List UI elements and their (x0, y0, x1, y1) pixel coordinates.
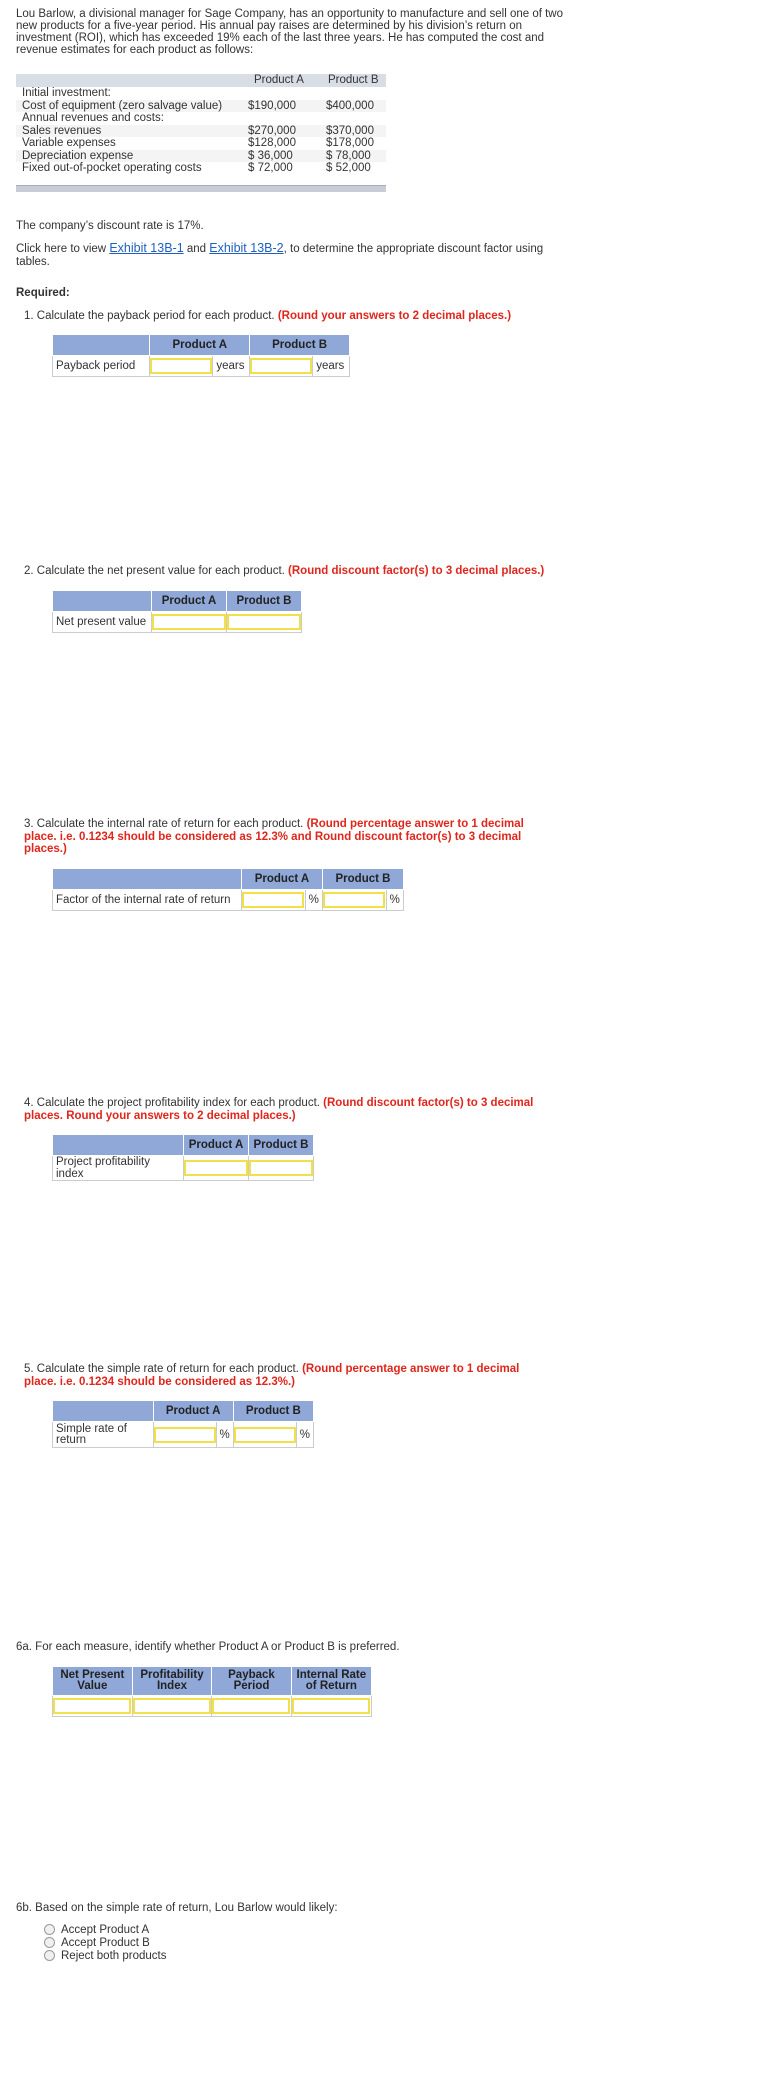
npv-preference-select[interactable] (53, 1698, 131, 1714)
col-header-product-b: Product B (227, 591, 302, 612)
cost-revenue-table (16, 74, 386, 192)
irr-product-b-input[interactable] (323, 892, 385, 908)
option-accept-b[interactable]: Accept Product B (44, 1937, 166, 1950)
question-6b: 6b. Based on the simple rate of return, Lou Barlow would likely: (16, 1902, 338, 1914)
radio-icon[interactable] (44, 1950, 55, 1961)
profitability-index-table (52, 1134, 314, 1181)
radio-group (44, 1924, 166, 1963)
option-accept-a[interactable]: Accept Product A (44, 1924, 166, 1937)
exhibit-13b-1-link[interactable]: Exhibit 13B-1 (109, 241, 184, 255)
question-5: 5. Calculate the simple rate of return for each product. (Round percentage answer to 1 decimal place. i.e. 0.1234 should be considered as 12.3%.) (24, 1363, 520, 1388)
unit-label: years (213, 356, 250, 377)
payback-product-a-input[interactable] (150, 358, 212, 374)
npv-product-a-input[interactable] (152, 614, 226, 630)
col-header-product-a: Product A (152, 591, 227, 612)
preference-table (52, 1666, 372, 1717)
col-header-product-a: Product A (254, 74, 304, 86)
table-row: Fixed out-of-pocket operating costs $ 72,000 $ 52,000 (22, 162, 371, 174)
table-row: Cost of equipment (zero salvage value) $190,000 $400,000 (16, 100, 386, 113)
exhibit-instructions: Click here to view Exhibit 13B-1 and Exhibit 13B-2, to determine the appropriate discount factor using tables. (16, 241, 544, 268)
required-heading: Required: (16, 287, 70, 299)
npv-table (52, 590, 302, 633)
question-6a: 6a. For each measure, identify whether Product A or Product B is preferred. (16, 1641, 400, 1653)
exhibit-13b-2-link[interactable]: Exhibit 13B-2 (209, 241, 284, 255)
srr-product-a-input[interactable] (154, 1427, 216, 1443)
row-label: Project profitability index (53, 1156, 184, 1181)
radio-icon[interactable] (44, 1937, 55, 1948)
pi-product-a-input[interactable] (184, 1160, 248, 1176)
unit-label: % (216, 1422, 233, 1448)
col-header-npv: Net Present Value (53, 1667, 133, 1696)
col-header-pi: Profitability Index (132, 1667, 212, 1696)
payback-table (52, 334, 350, 377)
table-row: Annual revenues and costs: (22, 112, 164, 124)
unit-label: % (305, 890, 322, 911)
unit-label: % (296, 1422, 313, 1448)
col-header-product-a: Product A (150, 335, 250, 356)
pi-preference-select[interactable] (133, 1698, 211, 1714)
irr-table (52, 868, 404, 911)
col-header-product-b: Product B (328, 74, 379, 86)
col-header-product-b: Product B (250, 335, 350, 356)
irr-product-a-input[interactable] (242, 892, 304, 908)
col-header-product-a: Product A (242, 869, 323, 890)
row-label: Factor of the internal rate of return (53, 890, 242, 911)
pi-product-b-input[interactable] (249, 1160, 313, 1176)
col-header-payback: Payback Period (212, 1667, 291, 1696)
table-header (16, 74, 386, 87)
srr-product-b-input[interactable] (234, 1427, 296, 1443)
row-label: Payback period (53, 356, 150, 377)
question-4: 4. Calculate the project profitability index for each product. (Round discount factor(s) to 3 decimal places. Round your answers to 2 decimal places.) (24, 1097, 534, 1122)
simple-rate-table (52, 1400, 314, 1448)
table-row: Variable expenses $128,000 $178,000 (22, 137, 374, 149)
table-bottom-rule (16, 185, 386, 192)
question-2: 2. Calculate the net present value for each product. (Round discount factor(s) to 3 decimal places.) (24, 565, 545, 577)
col-header-irr: Internal Rate of Return (291, 1667, 371, 1696)
radio-icon[interactable] (44, 1924, 55, 1935)
table-row: Sales revenues $270,000 $370,000 (16, 125, 386, 138)
problem-intro: Lou Barlow, a divisional manager for Sage Company, has an opportunity to manufacture and sell one of two new products for a five-year period. His annual pay raises are determined by his division’s return on investment (ROI), which has exceeded 19% each of the last three years. He has computed the cost and revenue estimates for each product as follows: (16, 8, 564, 56)
payback-preference-select[interactable] (212, 1698, 290, 1714)
table-row: Initial investment: (22, 87, 111, 99)
col-header-product-b: Product B (322, 869, 403, 890)
unit-label: % (386, 890, 403, 911)
payback-product-b-input[interactable] (250, 358, 312, 374)
option-reject-both[interactable]: Reject both products (44, 1950, 166, 1963)
question-3: 3. Calculate the internal rate of return for each product. (Round percentage answer to 1 decimal place. i.e. 0.1234 should be considered as 12.3% and Round discount factor(s) to 3 decimal places.) (24, 818, 524, 855)
row-label: Net present value (53, 612, 152, 633)
col-header-product-a: Product A (184, 1135, 249, 1156)
irr-preference-select[interactable] (292, 1698, 370, 1714)
row-label: Simple rate of return (53, 1422, 154, 1448)
table-row: Depreciation expense $ 36,000 $ 78,000 (16, 150, 386, 163)
npv-product-b-input[interactable] (227, 614, 301, 630)
col-header-product-a: Product A (153, 1401, 233, 1422)
col-header-product-b: Product B (233, 1401, 313, 1422)
question-1: 1. Calculate the payback period for each product. (Round your answers to 2 decimal places.) (24, 310, 512, 322)
discount-rate-text: The company’s discount rate is 17%. (16, 220, 204, 232)
unit-label: years (313, 356, 350, 377)
col-header-product-b: Product B (249, 1135, 314, 1156)
